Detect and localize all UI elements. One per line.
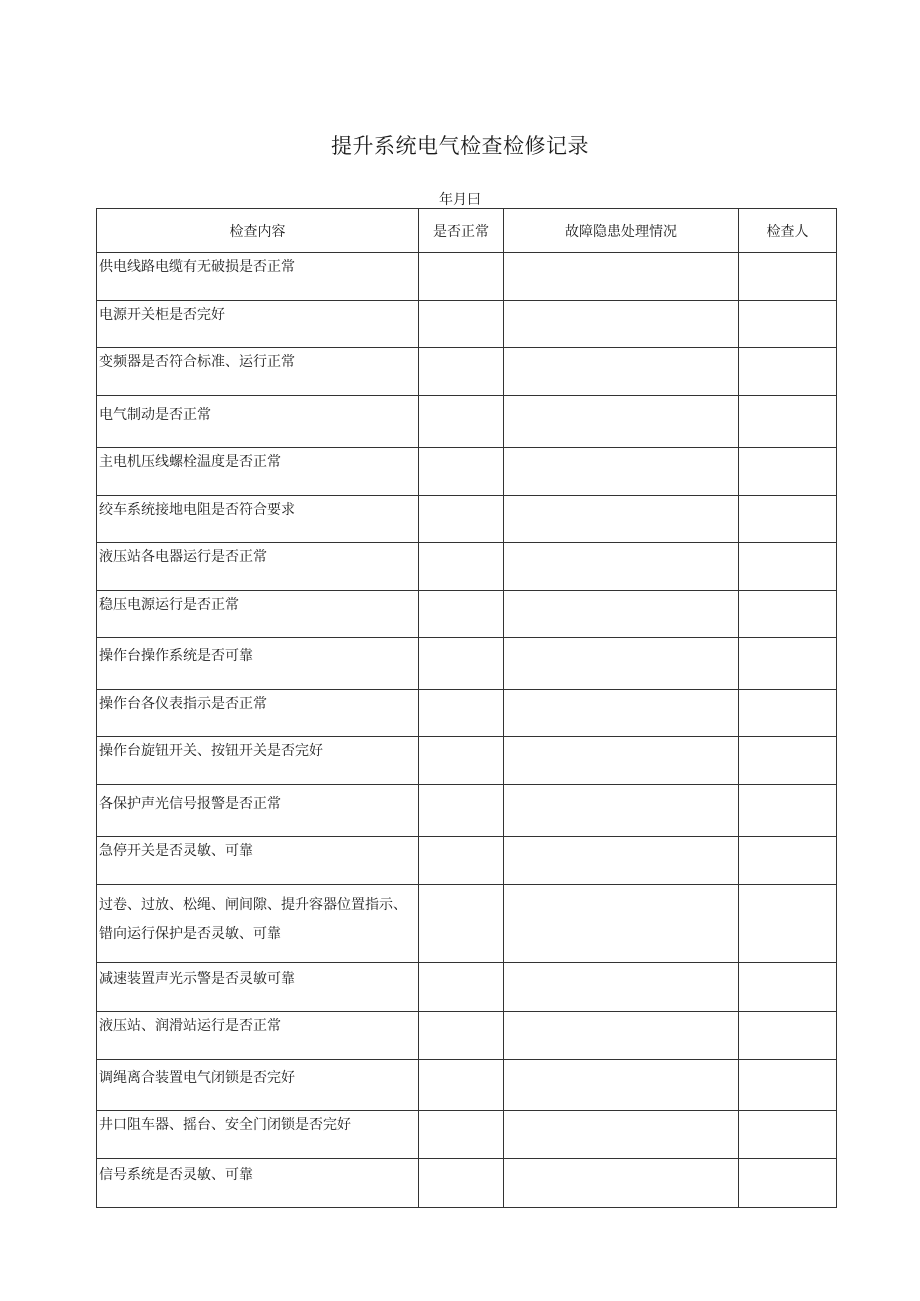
inspector-cell[interactable] <box>739 395 837 448</box>
row-item-label: 液压站各电器运行是否正常 <box>97 543 419 591</box>
fault-handling-cell[interactable] <box>504 784 739 837</box>
row-item-label: 过卷、过放、松绳、闸间隙、提升容器位置指示、错向运行保护是否灵敏、可靠 <box>97 884 419 962</box>
table-row <box>97 962 837 1012</box>
fault-handling-cell[interactable] <box>504 253 739 301</box>
header-row <box>97 209 837 253</box>
is-normal-cell[interactable] <box>419 300 504 348</box>
inspector-cell[interactable] <box>739 1111 837 1159</box>
fault-handling-cell[interactable] <box>504 590 739 638</box>
table-row <box>97 737 837 785</box>
row-item-label: 各保护声光信号报警是否正常 <box>97 784 419 837</box>
fault-handling-cell[interactable] <box>504 300 739 348</box>
fault-handling-cell[interactable] <box>504 495 739 543</box>
table-row <box>97 1012 837 1060</box>
table-row <box>97 884 837 962</box>
header-is-normal: 是否正常 <box>419 209 504 253</box>
row-item-label: 调绳离合装置电气闭锁是否完好 <box>97 1059 419 1111</box>
row-item-label: 绞车系统接地电阻是否符合要求 <box>97 495 419 543</box>
is-normal-cell[interactable] <box>419 884 504 962</box>
fault-handling-cell[interactable] <box>504 962 739 1012</box>
table-row <box>97 784 837 837</box>
is-normal-cell[interactable] <box>419 253 504 301</box>
row-item-label: 井口阻车器、摇台、安全门闭锁是否完好 <box>97 1111 419 1159</box>
row-item-label: 信号系统是否灵敏、可靠 <box>97 1158 419 1208</box>
inspector-cell[interactable] <box>739 1012 837 1060</box>
row-item-label: 液压站、润滑站运行是否正常 <box>97 1012 419 1060</box>
date-line: 年月曰 <box>439 192 481 208</box>
table-row <box>97 448 837 496</box>
header-inspector: 检查人 <box>739 209 837 253</box>
inspection-record-table <box>96 208 837 1208</box>
inspector-cell[interactable] <box>739 689 837 737</box>
fault-handling-cell[interactable] <box>504 1111 739 1159</box>
row-item-label: 操作台操作系统是否可靠 <box>97 638 419 690</box>
fault-handling-cell[interactable] <box>504 689 739 737</box>
fault-handling-cell[interactable] <box>504 448 739 496</box>
header-inspection-content: 检查内容 <box>97 209 419 253</box>
fault-handling-cell[interactable] <box>504 1158 739 1208</box>
table-row <box>97 1111 837 1159</box>
table-row <box>97 837 837 885</box>
is-normal-cell[interactable] <box>419 689 504 737</box>
inspector-cell[interactable] <box>739 1059 837 1111</box>
row-item-label: 电气制动是否正常 <box>97 395 419 448</box>
is-normal-cell[interactable] <box>419 1059 504 1111</box>
fault-handling-cell[interactable] <box>504 1012 739 1060</box>
table-row <box>97 1158 837 1208</box>
row-item-label: 供电线路电缆有无破损是否正常 <box>97 253 419 301</box>
fault-handling-cell[interactable] <box>504 638 739 690</box>
fault-handling-cell[interactable] <box>504 348 739 396</box>
inspector-cell[interactable] <box>739 495 837 543</box>
is-normal-cell[interactable] <box>419 737 504 785</box>
is-normal-cell[interactable] <box>419 784 504 837</box>
inspector-cell[interactable] <box>739 638 837 690</box>
is-normal-cell[interactable] <box>419 495 504 543</box>
fault-handling-cell[interactable] <box>504 737 739 785</box>
document-title: 提升系统电气检查检修记录 <box>331 134 589 158</box>
inspector-cell[interactable] <box>739 300 837 348</box>
table-row <box>97 543 837 591</box>
is-normal-cell[interactable] <box>419 1111 504 1159</box>
inspector-cell[interactable] <box>739 1158 837 1208</box>
fault-handling-cell[interactable] <box>504 837 739 885</box>
header-fault-handling: 故障隐患处理情况 <box>504 209 739 253</box>
row-item-label: 变频器是否符合标准、运行正常 <box>97 348 419 396</box>
inspector-cell[interactable] <box>739 348 837 396</box>
fault-handling-cell[interactable] <box>504 543 739 591</box>
inspector-cell[interactable] <box>739 590 837 638</box>
inspector-cell[interactable] <box>739 884 837 962</box>
inspector-cell[interactable] <box>739 784 837 837</box>
table-row <box>97 395 837 448</box>
row-item-label: 稳压电源运行是否正常 <box>97 590 419 638</box>
is-normal-cell[interactable] <box>419 638 504 690</box>
table-row <box>97 590 837 638</box>
table-row <box>97 1059 837 1111</box>
table-row <box>97 689 837 737</box>
inspector-cell[interactable] <box>739 543 837 591</box>
inspector-cell[interactable] <box>739 253 837 301</box>
fault-handling-cell[interactable] <box>504 395 739 448</box>
is-normal-cell[interactable] <box>419 348 504 396</box>
is-normal-cell[interactable] <box>419 1158 504 1208</box>
is-normal-cell[interactable] <box>419 395 504 448</box>
inspector-cell[interactable] <box>739 962 837 1012</box>
row-item-label: 减速装置声光示警是否灵敏可靠 <box>97 962 419 1012</box>
row-item-label: 操作台各仪表指示是否正常 <box>97 689 419 737</box>
table-row <box>97 348 837 396</box>
is-normal-cell[interactable] <box>419 448 504 496</box>
table-row <box>97 300 837 348</box>
is-normal-cell[interactable] <box>419 837 504 885</box>
row-item-label: 急停开关是否灵敏、可靠 <box>97 837 419 885</box>
is-normal-cell[interactable] <box>419 543 504 591</box>
row-item-label: 主电机压线螺栓温度是否正常 <box>97 448 419 496</box>
is-normal-cell[interactable] <box>419 962 504 1012</box>
table-row <box>97 253 837 301</box>
table-row <box>97 495 837 543</box>
inspector-cell[interactable] <box>739 737 837 785</box>
is-normal-cell[interactable] <box>419 590 504 638</box>
row-item-label: 操作台旋钮开关、按钮开关是否完好 <box>97 737 419 785</box>
inspector-cell[interactable] <box>739 448 837 496</box>
fault-handling-cell[interactable] <box>504 1059 739 1111</box>
row-item-label: 电源开关柜是否完好 <box>97 300 419 348</box>
inspector-cell[interactable] <box>739 837 837 885</box>
table-row <box>97 638 837 690</box>
is-normal-cell[interactable] <box>419 1012 504 1060</box>
fault-handling-cell[interactable] <box>504 884 739 962</box>
